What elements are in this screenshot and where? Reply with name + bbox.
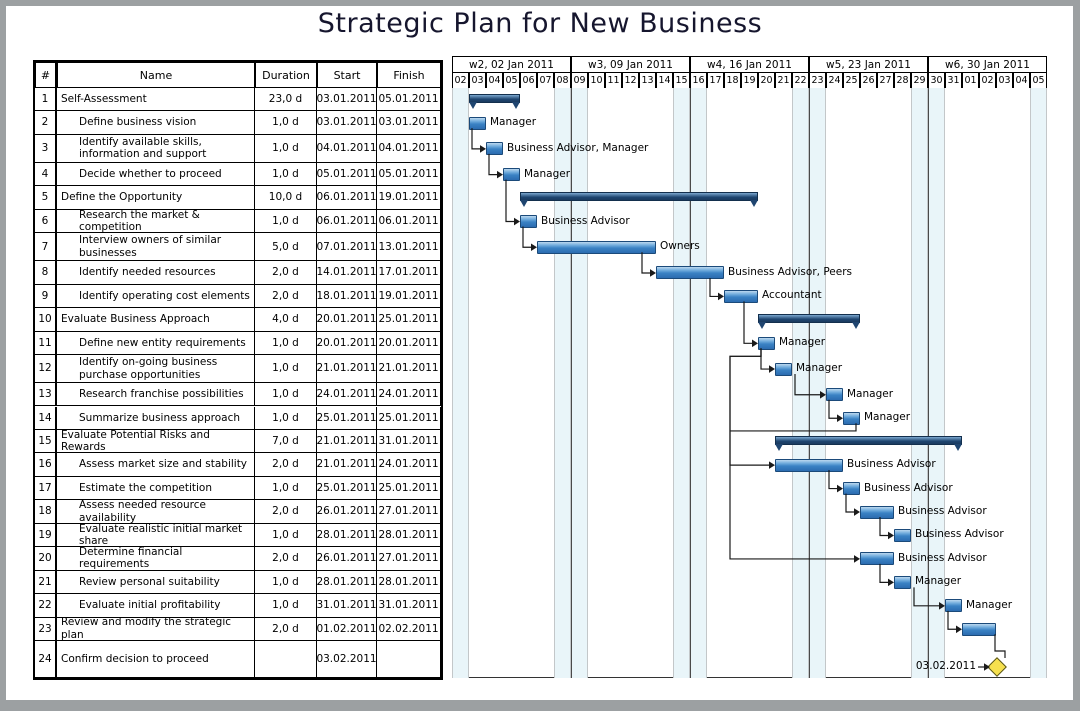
task-7-finish[interactable]: 13.01.2011 (377, 233, 441, 261)
task-3-finish[interactable]: 04.01.2011 (377, 135, 441, 163)
task-11-num: 11 (35, 332, 57, 355)
task-9-name[interactable]: Identify operating cost elements (57, 285, 255, 308)
task-5-finish[interactable]: 19.01.2011 (377, 186, 441, 209)
task-5-num: 5 (35, 186, 57, 209)
resource-label-task-6: Business Advisor (541, 214, 630, 227)
gantt-bar-task-14[interactable] (843, 412, 860, 425)
day-header-29: 29 (911, 72, 928, 89)
task-2-num: 2 (35, 111, 57, 134)
task-20-name[interactable]: Determine financial requirements (57, 547, 255, 570)
resource-label-task-12: Manager (796, 362, 843, 375)
task-18-finish[interactable]: 27.01.2011 (377, 500, 441, 523)
summary-cap-left (775, 444, 783, 451)
day-header-03: 03 (469, 72, 486, 89)
task-13-num: 13 (35, 383, 57, 406)
task-13-start[interactable]: 24.01.2011 (317, 383, 377, 406)
task-19-start[interactable]: 28.01.2011 (317, 524, 377, 547)
task-9-duration[interactable]: 2,0 d (255, 285, 317, 308)
task-20-duration[interactable]: 2,0 d (255, 547, 317, 570)
day-header-28: 28 (894, 72, 911, 89)
summary-cap-right (852, 322, 860, 329)
gantt-bar-task-11[interactable] (758, 337, 775, 350)
day-header-07: 07 (537, 72, 554, 89)
resource-label-task-9: Accountant (762, 289, 822, 302)
task-6-duration[interactable]: 1,0 d (255, 210, 317, 233)
weekend-shading (452, 88, 469, 678)
frame-top (0, 0, 1080, 6)
task-21-name[interactable]: Review personal suitability (57, 571, 255, 594)
week-header-5: w5, 23 Jan 2011 (809, 56, 928, 73)
gantt-bar-task-13[interactable] (826, 388, 843, 401)
gantt-bar-task-18[interactable] (860, 506, 894, 519)
day-header-09: 09 (571, 72, 588, 89)
task-2-name[interactable]: Define business vision (57, 111, 255, 134)
task-19-name[interactable]: Evaluate realistic initial market share (57, 524, 255, 547)
task-21-start[interactable]: 28.01.2011 (317, 571, 377, 594)
resource-label-task-20: Business Advisor (898, 551, 987, 564)
day-header-10: 10 (588, 72, 605, 89)
gantt-bar-task-7[interactable] (537, 241, 656, 254)
gantt-bar-task-20[interactable] (860, 552, 894, 565)
task-12-start[interactable]: 21.01.2011 (317, 355, 377, 383)
summary-cap-right (954, 444, 962, 451)
day-header-31: 31 (945, 72, 962, 89)
task-8-duration[interactable]: 2,0 d (255, 261, 317, 284)
task-20-num: 20 (35, 547, 57, 570)
task-13-duration[interactable]: 1,0 d (255, 383, 317, 406)
task-17-start[interactable]: 25.01.2011 (317, 477, 377, 500)
task-10-start[interactable]: 20.01.2011 (317, 308, 377, 331)
task-19-duration[interactable]: 1,0 d (255, 524, 317, 547)
task-23-finish[interactable]: 02.02.2011 (377, 618, 441, 641)
resource-label-task-16: Business Advisor (847, 458, 936, 471)
task-6-num: 6 (35, 210, 57, 233)
week-gridline (809, 88, 810, 678)
resource-label-task-2: Manager (490, 116, 537, 129)
task-22-duration[interactable]: 1,0 d (255, 594, 317, 617)
task-10-name[interactable]: Evaluate Business Approach (57, 308, 255, 331)
task-18-name[interactable]: Assess needed resource availability (57, 500, 255, 523)
task-4-name[interactable]: Decide whether to proceed (57, 163, 255, 186)
resource-label-task-3: Business Advisor, Manager (507, 141, 649, 154)
task-4-start[interactable]: 05.01.2011 (317, 163, 377, 186)
day-header-17: 17 (707, 72, 724, 89)
week-header-6: w6, 30 Jan 2011 (928, 56, 1047, 73)
day-header-04: 04 (1013, 72, 1030, 89)
resource-label-task-14: Manager (864, 411, 911, 424)
day-header-16: 16 (690, 72, 707, 89)
week-header-3: w3, 09 Jan 2011 (571, 56, 690, 73)
day-header-26: 26 (860, 72, 877, 89)
col-header-duration: Duration (255, 62, 317, 88)
task-4-num: 4 (35, 163, 57, 186)
task-8-num: 8 (35, 261, 57, 284)
gantt-bar-task-3[interactable] (486, 142, 503, 155)
task-1-start[interactable]: 03.01.2011 (317, 88, 377, 111)
task-10-finish[interactable]: 25.01.2011 (377, 308, 441, 331)
weekend-shading (911, 88, 928, 678)
frame-left (0, 0, 6, 711)
task-10-num: 10 (35, 308, 57, 331)
summary-cap-right (750, 200, 758, 207)
task-18-start[interactable]: 26.01.2011 (317, 500, 377, 523)
week-gridline (571, 88, 572, 678)
gantt-bar-summary-task-15[interactable] (775, 436, 962, 445)
task-1-num: 1 (35, 88, 57, 111)
task-14-name[interactable]: Summarize business approach (57, 407, 255, 430)
gantt-bar-task-9[interactable] (724, 290, 758, 303)
day-header-18: 18 (724, 72, 741, 89)
task-19-finish[interactable]: 28.01.2011 (377, 524, 441, 547)
task-15-duration[interactable]: 7,0 d (255, 430, 317, 453)
task-23-name[interactable]: Review and modify the strategic plan (57, 618, 255, 641)
task-20-finish[interactable]: 27.01.2011 (377, 547, 441, 570)
gantt-bar-task-8[interactable] (656, 266, 724, 279)
resource-label-task-22: Manager (966, 598, 1013, 611)
frame-right (1073, 0, 1080, 711)
task-20-start[interactable]: 26.01.2011 (317, 547, 377, 570)
task-15-num: 15 (35, 430, 57, 453)
task-7-duration[interactable]: 5,0 d (255, 233, 317, 261)
week-gridline (928, 88, 929, 678)
task-11-start[interactable]: 20.01.2011 (317, 332, 377, 355)
task-2-finish[interactable]: 03.01.2011 (377, 111, 441, 134)
task-13-finish[interactable]: 24.01.2011 (377, 383, 441, 406)
task-15-finish[interactable]: 31.01.2011 (377, 430, 441, 453)
resource-label-task-21: Manager (915, 575, 962, 588)
task-22-finish[interactable]: 31.01.2011 (377, 594, 441, 617)
task-7-start[interactable]: 07.01.2011 (317, 233, 377, 261)
week-header-2: w2, 02 Jan 2011 (452, 56, 571, 73)
weekend-shading (928, 88, 945, 678)
day-header-20: 20 (758, 72, 775, 89)
day-header-15: 15 (673, 72, 690, 89)
col-header-start: Start (317, 62, 377, 88)
task-17-num: 17 (35, 477, 57, 500)
gantt-bar-task-2[interactable] (469, 117, 486, 130)
task-16-finish[interactable]: 24.01.2011 (377, 453, 441, 476)
weekend-shading (792, 88, 809, 678)
milestone-date-label: 03.02.2011 (915, 660, 976, 672)
day-header-02: 02 (979, 72, 996, 89)
task-7-num: 7 (35, 233, 57, 261)
task-17-duration[interactable]: 1,0 d (255, 477, 317, 500)
task-11-duration[interactable]: 1,0 d (255, 332, 317, 355)
day-header-02: 02 (452, 72, 469, 89)
task-12-name[interactable]: Identify on-going business purchase opportunities (57, 355, 255, 383)
task-6-start[interactable]: 06.01.2011 (317, 210, 377, 233)
task-9-finish[interactable]: 19.01.2011 (377, 285, 441, 308)
task-1-name[interactable]: Self-Assessment (57, 88, 255, 111)
day-header-03: 03 (996, 72, 1013, 89)
weekend-shading (571, 88, 588, 678)
day-header-12: 12 (622, 72, 639, 89)
day-header-14: 14 (656, 72, 673, 89)
day-header-25: 25 (843, 72, 860, 89)
day-header-23: 23 (809, 72, 826, 89)
task-22-start[interactable]: 31.01.2011 (317, 594, 377, 617)
day-header-27: 27 (877, 72, 894, 89)
task-4-duration[interactable]: 1,0 d (255, 163, 317, 186)
day-header-04: 04 (486, 72, 503, 89)
task-8-name[interactable]: Identify needed resources (57, 261, 255, 284)
gantt-bar-summary-task-10[interactable] (758, 314, 860, 323)
task-24-start[interactable]: 03.02.2011 (317, 641, 377, 678)
task-22-num: 22 (35, 594, 57, 617)
task-1-finish[interactable]: 05.01.2011 (377, 88, 441, 111)
task-2-duration[interactable]: 1,0 d (255, 111, 317, 134)
task-16-start[interactable]: 21.01.2011 (317, 453, 377, 476)
task-17-finish[interactable]: 25.01.2011 (377, 477, 441, 500)
task-15-start[interactable]: 21.01.2011 (317, 430, 377, 453)
day-header-21: 21 (775, 72, 792, 89)
weekend-shading (809, 88, 826, 678)
gantt-bar-task-16[interactable] (775, 459, 843, 472)
gantt-bar-task-23[interactable] (962, 623, 996, 636)
task-8-start[interactable]: 14.01.2011 (317, 261, 377, 284)
task-17-name[interactable]: Estimate the competition (57, 477, 255, 500)
task-12-finish[interactable]: 21.01.2011 (377, 355, 441, 383)
task-4-finish[interactable]: 05.01.2011 (377, 163, 441, 186)
task-14-num: 14 (35, 407, 57, 430)
task-24-num: 24 (35, 641, 57, 678)
task-21-duration[interactable]: 1,0 d (255, 571, 317, 594)
frame-bottom (0, 700, 1080, 711)
task-3-start[interactable]: 04.01.2011 (317, 135, 377, 163)
task-24-name[interactable]: Confirm decision to proceed (57, 641, 255, 678)
task-16-num: 16 (35, 453, 57, 476)
summary-cap-right (512, 102, 520, 109)
task-11-name[interactable]: Define new entity requirements (57, 332, 255, 355)
task-21-num: 21 (35, 571, 57, 594)
task-14-duration[interactable]: 1,0 d (255, 407, 317, 430)
gantt-bar-task-17[interactable] (843, 482, 860, 495)
task-3-duration[interactable]: 1,0 d (255, 135, 317, 163)
resource-label-task-4: Manager (524, 167, 571, 180)
task-24-finish[interactable] (377, 641, 441, 678)
resource-label-task-7: Owners (660, 240, 700, 253)
task-21-finish[interactable]: 28.01.2011 (377, 571, 441, 594)
task-13-name[interactable]: Research franchise possibilities (57, 383, 255, 406)
gantt-bar-task-19[interactable] (894, 529, 911, 542)
resource-label-task-11: Manager (779, 336, 826, 349)
gantt-bar-task-12[interactable] (775, 363, 792, 376)
day-header-06: 06 (520, 72, 537, 89)
task-9-start[interactable]: 18.01.2011 (317, 285, 377, 308)
col-header-finish: Finish (377, 62, 441, 88)
day-header-05: 05 (1030, 72, 1047, 89)
task-18-num: 18 (35, 500, 57, 523)
summary-cap-left (758, 322, 766, 329)
task-5-duration[interactable]: 10,0 d (255, 186, 317, 209)
task-12-duration[interactable]: 1,0 d (255, 355, 317, 383)
day-header-19: 19 (741, 72, 758, 89)
day-header-13: 13 (639, 72, 656, 89)
resource-label-task-19: Business Advisor (915, 528, 1004, 541)
task-6-finish[interactable]: 06.01.2011 (377, 210, 441, 233)
page-title: Strategic Plan for New Business (317, 8, 763, 39)
col-header-name: Name (57, 62, 255, 88)
day-header-08: 08 (554, 72, 571, 89)
task-14-finish[interactable]: 25.01.2011 (377, 407, 441, 430)
task-5-name[interactable]: Define the Opportunity (57, 186, 255, 209)
task-12-num: 12 (35, 355, 57, 383)
weekend-shading (1030, 88, 1047, 678)
day-header-01: 01 (962, 72, 979, 89)
gantt-bar-task-22[interactable] (945, 599, 962, 612)
summary-cap-left (520, 200, 528, 207)
day-header-24: 24 (826, 72, 843, 89)
gantt-bar-summary-task-5[interactable] (520, 192, 758, 201)
task-16-duration[interactable]: 2,0 d (255, 453, 317, 476)
task-6-name[interactable]: Research the market & competition (57, 210, 255, 233)
day-header-11: 11 (605, 72, 622, 89)
task-18-duration[interactable]: 2,0 d (255, 500, 317, 523)
task-7-name[interactable]: Interview owners of similar businesses (57, 233, 255, 261)
task-16-name[interactable]: Assess market size and stability (57, 453, 255, 476)
weekend-shading (690, 88, 707, 678)
task-14-start[interactable]: 25.01.2011 (317, 407, 377, 430)
weekend-shading (673, 88, 690, 678)
day-header-05: 05 (503, 72, 520, 89)
task-3-num: 3 (35, 135, 57, 163)
gantt-bar-task-6[interactable] (520, 215, 537, 228)
task-22-name[interactable]: Evaluate initial profitability (57, 594, 255, 617)
task-10-duration[interactable]: 4,0 d (255, 308, 317, 331)
task-19-num: 19 (35, 524, 57, 547)
task-5-start[interactable]: 06.01.2011 (317, 186, 377, 209)
task-8-finish[interactable]: 17.01.2011 (377, 261, 441, 284)
week-header-4: w4, 16 Jan 2011 (690, 56, 809, 73)
col-header-num: # (35, 62, 57, 88)
resource-label-task-18: Business Advisor (898, 505, 987, 518)
task-1-duration[interactable]: 23,0 d (255, 88, 317, 111)
gantt-bar-task-4[interactable] (503, 168, 520, 181)
day-header-22: 22 (792, 72, 809, 89)
task-23-duration[interactable]: 2,0 d (255, 618, 317, 641)
task-9-num: 9 (35, 285, 57, 308)
task-2-start[interactable]: 03.01.2011 (317, 111, 377, 134)
gantt-bar-task-21[interactable] (894, 576, 911, 589)
resource-label-task-8: Business Advisor, Peers (728, 265, 852, 278)
task-15-name[interactable]: Evaluate Potential Risks and Rewards (57, 430, 255, 453)
task-3-name[interactable]: Identify available skills, information and support (57, 135, 255, 163)
task-23-num: 23 (35, 618, 57, 641)
task-23-start[interactable]: 01.02.2011 (317, 618, 377, 641)
resource-label-task-13: Manager (847, 387, 894, 400)
week-gridline (690, 88, 691, 678)
task-11-finish[interactable]: 20.01.2011 (377, 332, 441, 355)
resource-label-task-17: Business Advisor (864, 481, 953, 494)
task-24-duration[interactable] (255, 641, 317, 678)
summary-cap-left (469, 102, 477, 109)
day-header-30: 30 (928, 72, 945, 89)
